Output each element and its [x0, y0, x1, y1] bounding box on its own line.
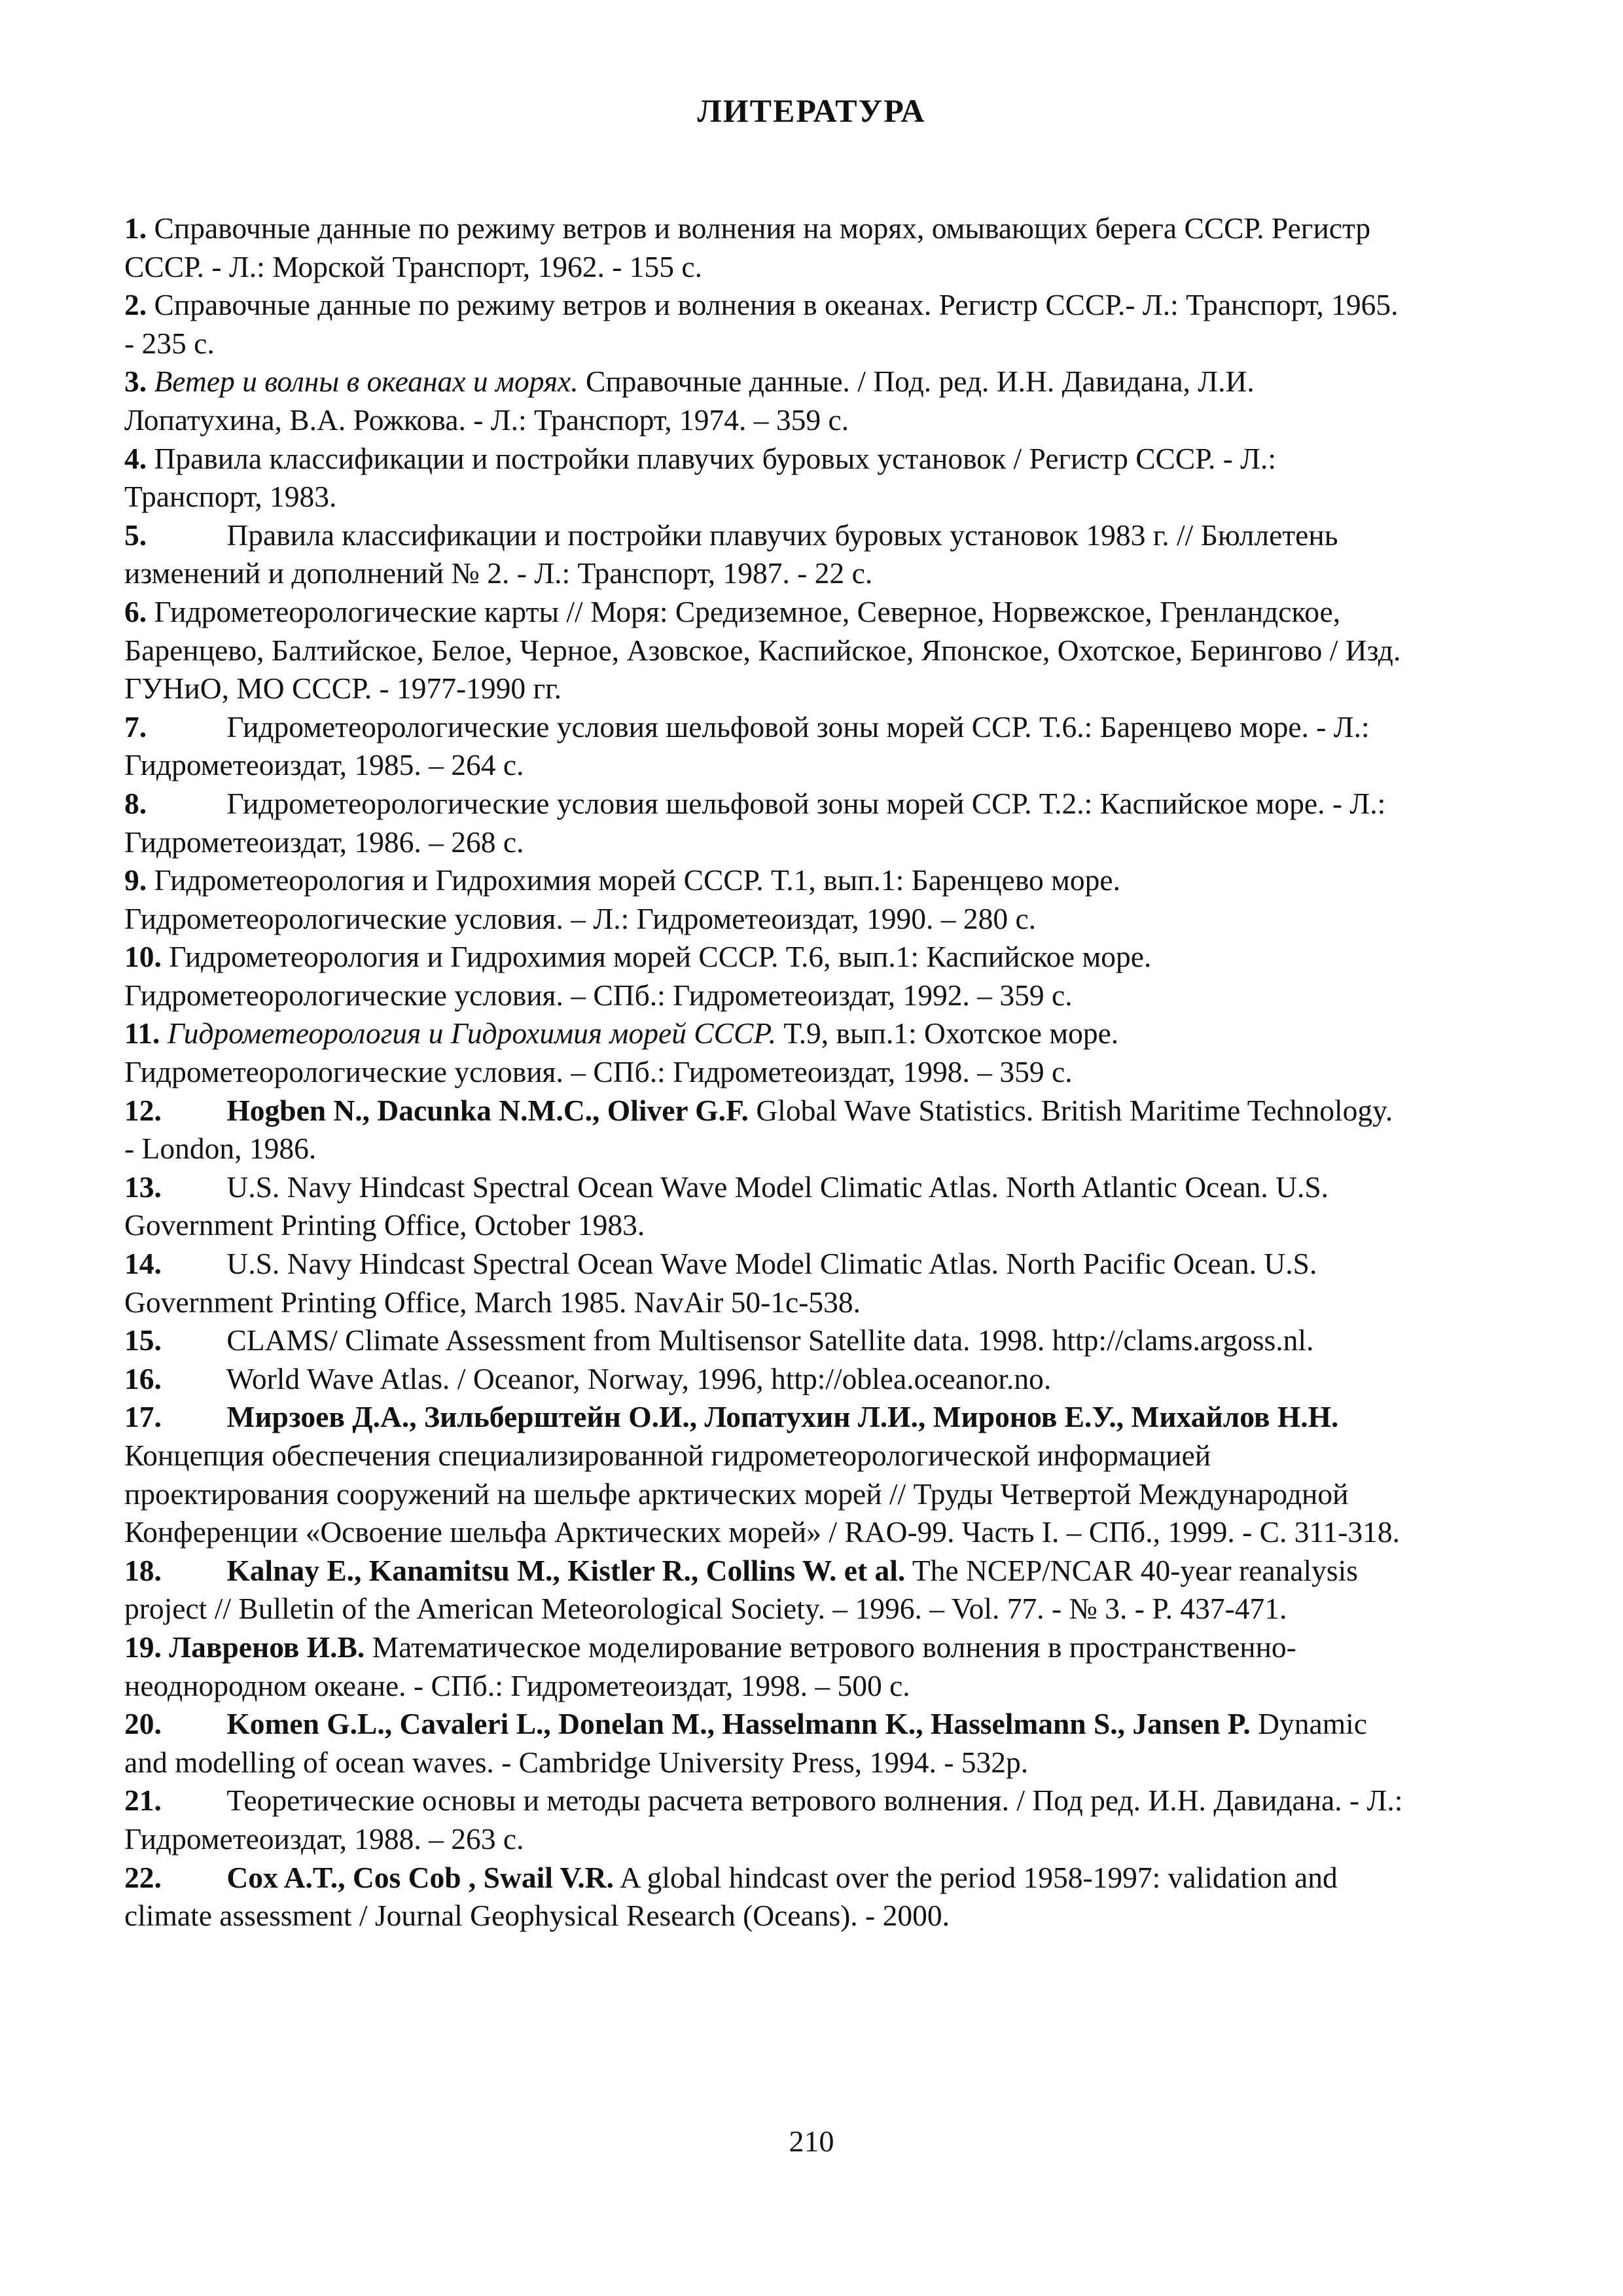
reference-text: Гидрометеорология и Гидрохимия морей СССР. Т.1, вып.1: Баренцево море. Гидрометеорологические условия. – Л.: Гидрометеоиздат, 1990. – 280 с. — [124, 863, 1121, 935]
reference-text: Справочные данные. / Под. ред. И.Н. Давидана, Л.И. Лопатухина, В.А. Рожкова. - Л.: Транспорт, 1974. – 359 с. — [124, 365, 1255, 437]
reference-item — [124, 938, 1407, 1014]
reference-number: 21. — [124, 1784, 162, 1818]
reference-text: Теоретические основы и методы расчета ветрового волнения. / Под ред. И.Н. Давидана. - Л.: Гидрометеоиздат, 1988. – 263 с. — [124, 1784, 1403, 1856]
reference-text: CLAMS/ Climate Assessment from Multisensor Satellite data. 1998. http://clams.argoss.nl. — [226, 1323, 1314, 1357]
reference-number: 6. — [124, 594, 147, 628]
reference-authors: Komen G.L., Cavaleri L., Donelan M., Hasselmann K., Hasselmann S., Jansen P. — [226, 1707, 1251, 1741]
reference-number: 17. — [124, 1400, 162, 1434]
reference-text: Математическое моделирование ветрового волнения в пространственно-неоднородном океане. - СПб.: Гидрометеоиздат, 1998. – 500 с. — [124, 1630, 1296, 1702]
reference-text: A global hindcast over the period 1958-1997: validation and climate assessment / Journal Geophysical Research (Oceans). - 2000. — [124, 1860, 1338, 1933]
reference-title: Ветер и волны в океанах и морях. — [154, 365, 579, 399]
reference-authors: Лавренов И.В. — [169, 1630, 365, 1664]
reference-item — [124, 286, 1407, 363]
reference-text: U.S. Navy Hindcast Spectral Ocean Wave Model Climatic Atlas. North Atlantic Ocean. U.S. Government Printing Office, October 1983. — [124, 1170, 1329, 1242]
reference-number: 19. — [124, 1630, 162, 1664]
reference-number: 2. — [124, 288, 147, 322]
reference-item — [124, 440, 1407, 516]
reference-item — [124, 708, 1407, 785]
reference-item — [124, 1705, 1407, 1782]
reference-number: 13. — [124, 1170, 162, 1204]
reference-item — [124, 1398, 1407, 1551]
reference-text: Dynamic and modelling of ocean waves. - Cambridge University Press, 1994. - 532p. — [124, 1707, 1367, 1779]
reference-text: Гидрометеорологические условия шельфовой зоны морей ССР. Т.2.: Каспийское море. - Л.: Гидрометеоиздат, 1986. – 268 с. — [124, 786, 1386, 859]
reference-number: 10. — [124, 940, 162, 974]
reference-item — [124, 1321, 1407, 1360]
reference-text: Гидрометеорологические карты // Моря: Средиземное, Северное, Норвежское, Гренландское, Баренцево, Балтийское, Белое, Черное, Азовское, Каспийское, Японское, Охотское, Берингово / Изд. ГУНиО, МО СССР. - 1977-1990 гг. — [124, 594, 1401, 706]
reference-item — [124, 1014, 1407, 1091]
reference-text: Правила классификации и постройки плавучих буровых установок 1983 г. // Бюллетень изменений и дополнений № 2. - Л.: Транспорт, 1987. - 22 с. — [124, 518, 1338, 590]
reference-text: Концепция обеспечения специализированной гидрометеорологической информацией проектирования сооружений на шельфе арктических морей // Труды Четвертой Международной Конференции «Освоение шельфа Арктических морей» / RAO-99. Часть I. – СПб., 1999. - С. 311-318. — [124, 1439, 1400, 1549]
reference-number: 4. — [124, 441, 147, 475]
reference-item — [124, 1360, 1407, 1399]
reference-item — [124, 1782, 1407, 1858]
reference-number: 9. — [124, 863, 147, 897]
reference-number: 5. — [124, 518, 147, 552]
reference-number: 3. — [124, 365, 147, 399]
reference-number: 7. — [124, 709, 147, 744]
reference-item — [124, 516, 1407, 593]
reference-item — [124, 1245, 1407, 1321]
reference-number: 22. — [124, 1860, 162, 1894]
reference-text: Гидрометеорология и Гидрохимия морей СССР. Т.6, вып.1: Каспийское море. Гидрометеорологические условия. – СПб.: Гидрометеоиздат, 1992. – 359 с. — [124, 940, 1152, 1012]
reference-number: 18. — [124, 1553, 162, 1587]
reference-authors: Мирзоев Д.А., Зильберштейн О.И., Лопатухин Л.И., Миронов Е.У., Михайлов Н.Н. — [226, 1400, 1339, 1434]
reference-number: 16. — [124, 1361, 162, 1395]
reference-number: 14. — [124, 1247, 162, 1281]
reference-item — [124, 1552, 1407, 1628]
reference-text: Правила классификации и постройки плавучих буровых установок / Регистр СССР. - Л.: Транспорт, 1983. — [124, 441, 1277, 514]
reference-authors: Cox A.T., Cos Cob , Swail V.R. — [226, 1860, 615, 1894]
page-title: ЛИТЕРАТУРА — [697, 92, 926, 129]
reference-number: 12. — [124, 1093, 162, 1127]
reference-text: Т.9, вып.1: Охотское море. Гидрометеорологические условия. – СПб.: Гидрометеоиздат, 1998. – 359 с. — [124, 1016, 1119, 1089]
reference-number: 8. — [124, 786, 147, 820]
reference-number: 15. — [124, 1323, 162, 1357]
reference-item — [124, 861, 1407, 938]
reference-text: U.S. Navy Hindcast Spectral Ocean Wave Model Climatic Atlas. North Pacific Ocean. U.S. Government Printing Office, March 1985. NavAir 50-1c-538. — [124, 1247, 1317, 1319]
reference-item — [124, 593, 1407, 708]
reference-text: The NCEP/NCAR 40-year reanalysis project // Bulletin of the American Meteorological Society. – 1996. – Vol. 77. - № 3. - P. 437-471. — [124, 1553, 1358, 1626]
reference-text: Справочные данные по режиму ветров и волнения на морях, омывающих берега СССР. Регистр СССР. - Л.: Морской Транспорт, 1962. - 155 с. — [124, 211, 1371, 283]
reference-item — [124, 1628, 1407, 1705]
reference-authors: Hogben N., Dacunka N.M.C., Oliver G.F. — [226, 1093, 749, 1127]
reference-item — [124, 1092, 1407, 1168]
reference-number: 11. — [124, 1016, 160, 1050]
reference-text: Гидрометеорологические условия шельфовой зоны морей ССР. Т.6.: Баренцево море. - Л.: Гидрометеоиздат, 1985. – 264 с. — [124, 709, 1370, 782]
reference-item — [124, 1859, 1407, 1935]
reference-item — [124, 785, 1407, 861]
reference-number: 20. — [124, 1707, 162, 1741]
reference-item — [124, 209, 1407, 286]
reference-item — [124, 363, 1407, 439]
reference-text: Global Wave Statistics. British Maritime Technology. - London, 1986. — [124, 1093, 1393, 1166]
reference-number: 1. — [124, 211, 147, 245]
reference-title: Гидрометеорология и Гидрохимия морей СССР. — [167, 1016, 776, 1050]
reference-list — [124, 209, 1407, 1935]
reference-text: Справочные данные по режиму ветров и волнения в океанах. Регистр СССР.- Л.: Транспорт, 1965. - 235 с. — [124, 288, 1399, 360]
reference-authors: Kalnay E., Kanamitsu M., Kistler R., Collins W. et al. — [226, 1553, 906, 1587]
reference-text: World Wave Atlas. / Oceanor, Norway, 1996, http://oblea.oceanor.no. — [226, 1361, 1052, 1395]
page-number: 210 — [789, 2125, 834, 2158]
reference-item — [124, 1168, 1407, 1245]
